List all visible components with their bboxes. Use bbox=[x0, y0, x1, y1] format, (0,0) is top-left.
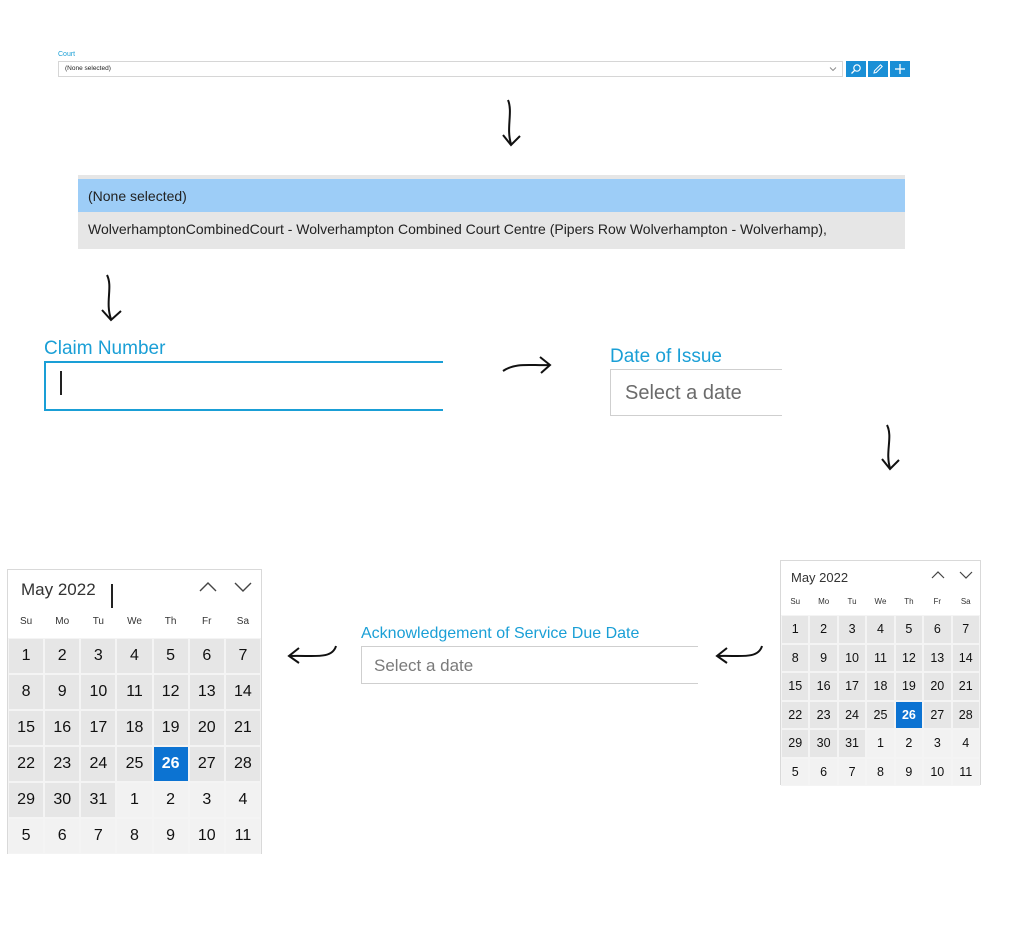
court-label: Court bbox=[58, 51, 76, 58]
date-of-issue-label: Date of Issue bbox=[610, 346, 722, 367]
calendar-week-row bbox=[8, 782, 261, 818]
chevron-up-icon[interactable] bbox=[198, 578, 218, 596]
calendar-day[interactable]: 18 bbox=[866, 672, 894, 701]
calendar-week-row bbox=[781, 758, 980, 787]
calendar-day[interactable]: 9 bbox=[809, 644, 837, 673]
calendar-day-grid bbox=[781, 615, 980, 786]
calendar-day[interactable]: 11 bbox=[225, 818, 261, 854]
day-of-week-label: Su bbox=[790, 597, 801, 606]
calendar-week-row bbox=[8, 746, 261, 782]
calendar-day[interactable]: 12 bbox=[153, 674, 189, 710]
calendar-day[interactable]: 22 bbox=[8, 746, 44, 782]
calendar-day[interactable]: 3 bbox=[923, 729, 951, 758]
day-of-week-label: Sa bbox=[960, 597, 971, 606]
calendar-day[interactable]: 4 bbox=[225, 782, 261, 818]
calendar-day[interactable]: 3 bbox=[838, 615, 866, 644]
calendar-day[interactable]: 24 bbox=[80, 746, 116, 782]
dropdown-option-none[interactable]: (None selected) bbox=[78, 179, 905, 212]
calendar-day[interactable]: 1 bbox=[866, 729, 894, 758]
calendar-week-row bbox=[781, 615, 980, 644]
calendar-day[interactable]: 27 bbox=[923, 701, 951, 730]
left-arrow-icon bbox=[712, 640, 766, 670]
dropdown-option-wolverhampton[interactable]: WolverhamptonCombinedCourt - Wolverhampton Combined Court Centre (Pipers Row Wolverhampton - Wolverhamp), bbox=[78, 212, 905, 245]
calendar-day[interactable]: 23 bbox=[44, 746, 80, 782]
calendar-day[interactable]: 15 bbox=[781, 672, 809, 701]
calendar-day[interactable]: 30 bbox=[44, 782, 80, 818]
calendar-day[interactable]: 5 bbox=[153, 638, 189, 674]
calendar-day[interactable]: 25 bbox=[116, 746, 152, 782]
calendar-flyout-large bbox=[7, 569, 262, 854]
calendar-day[interactable]: 1 bbox=[8, 638, 44, 674]
day-of-week-label: We bbox=[874, 597, 887, 606]
calendar-day[interactable]: 2 bbox=[44, 638, 80, 674]
calendar-day[interactable]: 2 bbox=[809, 615, 837, 644]
calendar-day[interactable]: 3 bbox=[80, 638, 116, 674]
calendar-day[interactable]: 23 bbox=[809, 701, 837, 730]
calendar-day[interactable]: 26 bbox=[153, 746, 189, 782]
day-of-week-label: Mo bbox=[55, 616, 70, 627]
calendar-day[interactable]: 5 bbox=[8, 818, 44, 854]
calendar-day[interactable]: 5 bbox=[895, 615, 923, 644]
edit-icon bbox=[872, 63, 884, 75]
calendar-day[interactable]: 10 bbox=[189, 818, 225, 854]
claim-number-label: Claim Number bbox=[44, 338, 166, 359]
calendar-day[interactable]: 29 bbox=[781, 729, 809, 758]
calendar-day[interactable]: 20 bbox=[923, 672, 951, 701]
right-arrow-icon bbox=[500, 352, 554, 380]
calendar-day[interactable]: 11 bbox=[952, 758, 980, 787]
calendar-day[interactable]: 2 bbox=[895, 729, 923, 758]
calendar-day[interactable]: 6 bbox=[923, 615, 951, 644]
calendar-day[interactable]: 11 bbox=[866, 644, 894, 673]
calendar-day[interactable]: 7 bbox=[952, 615, 980, 644]
calendar-day[interactable]: 1 bbox=[116, 782, 152, 818]
calendar-week-row bbox=[781, 729, 980, 758]
chevron-down-icon bbox=[828, 64, 838, 74]
calendar-day[interactable]: 16 bbox=[809, 672, 837, 701]
chevron-up-icon[interactable] bbox=[930, 568, 946, 582]
date-of-issue-placeholder: Select a date bbox=[625, 382, 742, 404]
calendar-day[interactable]: 4 bbox=[952, 729, 980, 758]
calendar-month-header[interactable]: May 2022 bbox=[21, 580, 96, 599]
date-of-issue-picker[interactable] bbox=[610, 369, 782, 416]
calendar-day[interactable]: 8 bbox=[781, 644, 809, 673]
days-of-week-row bbox=[781, 597, 980, 606]
calendar-day[interactable]: 13 bbox=[189, 674, 225, 710]
calendar-week-row bbox=[8, 638, 261, 674]
calendar-day[interactable]: 16 bbox=[44, 710, 80, 746]
calendar-day-grid bbox=[8, 638, 261, 854]
acknowledgement-date-picker[interactable] bbox=[361, 646, 698, 684]
calendar-day[interactable]: 11 bbox=[116, 674, 152, 710]
calendar-day[interactable]: 21 bbox=[225, 710, 261, 746]
day-of-week-label: Th bbox=[164, 616, 177, 627]
calendar-day[interactable]: 2 bbox=[153, 782, 189, 818]
calendar-week-row bbox=[781, 644, 980, 673]
calendar-day[interactable]: 17 bbox=[838, 672, 866, 701]
day-of-week-label: Tu bbox=[847, 597, 857, 606]
day-of-week-label: Mo bbox=[818, 597, 830, 606]
calendar-day[interactable]: 28 bbox=[225, 746, 261, 782]
calendar-day[interactable]: 4 bbox=[116, 638, 152, 674]
calendar-day[interactable]: 10 bbox=[80, 674, 116, 710]
court-dropdown-list bbox=[78, 175, 905, 249]
day-of-week-label: Sa bbox=[236, 616, 250, 627]
day-of-week-label: Fr bbox=[202, 616, 212, 627]
calendar-day[interactable]: 14 bbox=[225, 674, 261, 710]
day-of-week-label: Tu bbox=[92, 616, 104, 627]
text-caret bbox=[60, 371, 62, 395]
calendar-day[interactable]: 6 bbox=[809, 758, 837, 787]
calendar-day[interactable]: 14 bbox=[952, 644, 980, 673]
calendar-week-row bbox=[781, 672, 980, 701]
calendar-day[interactable]: 31 bbox=[80, 782, 116, 818]
calendar-day[interactable]: 27 bbox=[189, 746, 225, 782]
day-of-week-label: Th bbox=[904, 597, 914, 606]
calendar-day[interactable]: 18 bbox=[116, 710, 152, 746]
chevron-down-icon[interactable] bbox=[233, 578, 253, 596]
calendar-day[interactable]: 21 bbox=[952, 672, 980, 701]
calendar-day[interactable]: 19 bbox=[895, 672, 923, 701]
chevron-down-icon[interactable] bbox=[958, 568, 974, 582]
calendar-day[interactable]: 9 bbox=[153, 818, 189, 854]
court-select-value: (None selected) bbox=[65, 65, 111, 72]
calendar-week-row bbox=[8, 710, 261, 746]
calendar-day[interactable]: 8 bbox=[8, 674, 44, 710]
calendar-day[interactable]: 31 bbox=[838, 729, 866, 758]
calendar-day[interactable]: 4 bbox=[866, 615, 894, 644]
down-arrow-icon bbox=[496, 98, 526, 150]
acknowledgement-label: Acknowledgement of Service Due Date bbox=[361, 625, 640, 642]
calendar-week-row bbox=[781, 701, 980, 730]
left-arrow-icon bbox=[284, 640, 340, 670]
calendar-day[interactable]: 7 bbox=[225, 638, 261, 674]
court-add-button[interactable] bbox=[890, 61, 910, 77]
court-select[interactable] bbox=[58, 61, 843, 77]
calendar-week-row bbox=[8, 674, 261, 710]
calendar-day[interactable]: 29 bbox=[8, 782, 44, 818]
calendar-flyout-small bbox=[780, 560, 981, 785]
calendar-day[interactable]: 6 bbox=[44, 818, 80, 854]
text-caret bbox=[111, 584, 113, 608]
calendar-day[interactable]: 15 bbox=[8, 710, 44, 746]
search-icon bbox=[850, 63, 862, 75]
day-of-week-label: We bbox=[127, 616, 142, 627]
calendar-day[interactable]: 9 bbox=[44, 674, 80, 710]
calendar-day[interactable]: 12 bbox=[895, 644, 923, 673]
calendar-day[interactable]: 24 bbox=[838, 701, 866, 730]
claim-number-input[interactable] bbox=[44, 361, 443, 411]
calendar-day[interactable]: 26 bbox=[895, 701, 923, 730]
calendar-day[interactable]: 28 bbox=[952, 701, 980, 730]
calendar-month-header[interactable]: May 2022 bbox=[791, 570, 849, 585]
acknowledgement-placeholder: Select a date bbox=[374, 656, 474, 675]
add-icon bbox=[894, 63, 906, 75]
calendar-day[interactable]: 9 bbox=[895, 758, 923, 787]
calendar-day[interactable]: 8 bbox=[116, 818, 152, 854]
days-of-week-row bbox=[8, 616, 261, 627]
calendar-day[interactable]: 1 bbox=[781, 615, 809, 644]
calendar-day[interactable]: 30 bbox=[809, 729, 837, 758]
down-arrow-icon bbox=[876, 422, 906, 474]
calendar-day[interactable]: 8 bbox=[866, 758, 894, 787]
calendar-day[interactable]: 6 bbox=[189, 638, 225, 674]
calendar-day[interactable]: 20 bbox=[189, 710, 225, 746]
calendar-day[interactable]: 5 bbox=[781, 758, 809, 787]
calendar-day[interactable]: 7 bbox=[80, 818, 116, 854]
down-arrow-icon bbox=[96, 272, 128, 324]
court-search-button[interactable] bbox=[846, 61, 866, 77]
calendar-day[interactable]: 7 bbox=[838, 758, 866, 787]
calendar-day[interactable]: 13 bbox=[923, 644, 951, 673]
day-of-week-label: Su bbox=[19, 616, 33, 627]
calendar-day[interactable]: 19 bbox=[153, 710, 189, 746]
calendar-day[interactable]: 10 bbox=[838, 644, 866, 673]
calendar-day[interactable]: 17 bbox=[80, 710, 116, 746]
calendar-day[interactable]: 10 bbox=[923, 758, 951, 787]
day-of-week-label: Fr bbox=[933, 597, 942, 606]
calendar-week-row bbox=[8, 818, 261, 854]
calendar-day[interactable]: 25 bbox=[866, 701, 894, 730]
calendar-day[interactable]: 3 bbox=[189, 782, 225, 818]
court-edit-button[interactable] bbox=[868, 61, 888, 77]
calendar-day[interactable]: 22 bbox=[781, 701, 809, 730]
